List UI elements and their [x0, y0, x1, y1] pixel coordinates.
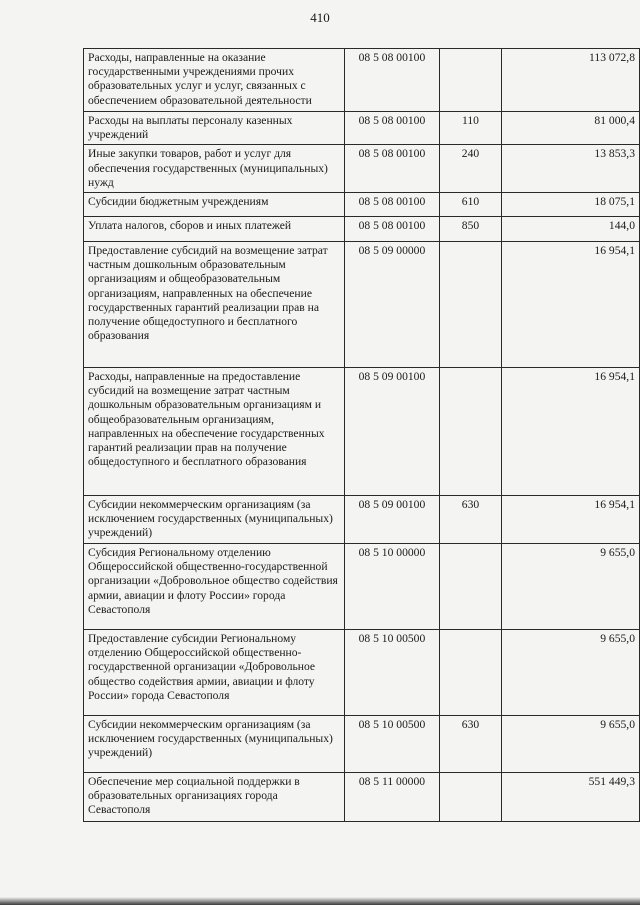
- row-amount: 16 954,1: [502, 368, 640, 496]
- row-amount: 9 655,0: [502, 716, 640, 773]
- row-name: Субсидии некоммерческим организациям (за исключением государственных (муниципальных) учреждений): [84, 496, 345, 544]
- table-row: [84, 368, 640, 496]
- row-code: 08 5 10 00500: [345, 630, 440, 716]
- row-amount: 16 954,1: [502, 242, 640, 368]
- table-row: [84, 773, 640, 822]
- row-code: 08 5 08 00100: [345, 145, 440, 193]
- row-name: Предоставление субсидий на возмещение затрат частным дошкольным образовательным организациям и общеобразовательным организациям, направленных на обеспечение государственных гарантий реализации прав на получение общедоступного и бесплатного образования: [84, 242, 345, 368]
- row-vr: [439, 630, 501, 716]
- row-vr: 850: [439, 217, 501, 242]
- row-vr: [439, 368, 501, 496]
- budget-table: [83, 48, 640, 822]
- row-name: Предоставление субсидии Региональному отделению Общероссийской общественно-государственной организации «Добровольное общество содействия армии, авиации и флоту России» города Севастополя: [84, 630, 345, 716]
- table-row: [84, 496, 640, 544]
- row-amount: 81 000,4: [502, 112, 640, 145]
- table-row: [84, 716, 640, 773]
- row-code: 08 5 10 00500: [345, 716, 440, 773]
- row-code: 08 5 08 00100: [345, 49, 440, 112]
- row-name: Расходы, направленные на предоставление субсидий на возмещение затрат частным дошкольным образовательным организациям и общеобразовательным организациям, направленных на обеспечение государственных гарантий реализации прав на получение общедоступного и бесплатного образования: [84, 368, 345, 496]
- row-amount: 9 655,0: [502, 544, 640, 630]
- row-vr: 110: [439, 112, 501, 145]
- table-row: [84, 49, 640, 112]
- row-amount: 144,0: [502, 217, 640, 242]
- row-name: Расходы на выплаты персоналу казенных учреждений: [84, 112, 345, 145]
- scan-bottom-edge: [0, 897, 640, 905]
- row-code: 08 5 09 00100: [345, 496, 440, 544]
- row-amount: 13 853,3: [502, 145, 640, 193]
- row-name: Субсидии бюджетным учреждениям: [84, 193, 345, 217]
- row-name: Субсидии некоммерческим организациям (за исключением государственных (муниципальных) учреждений): [84, 716, 345, 773]
- row-vr: 630: [439, 496, 501, 544]
- row-vr: 240: [439, 145, 501, 193]
- row-code: 08 5 10 00000: [345, 544, 440, 630]
- row-code: 08 5 08 00100: [345, 112, 440, 145]
- page-number: 410: [310, 10, 330, 25]
- row-code: 08 5 11 00000: [345, 773, 440, 822]
- row-vr: 630: [439, 716, 501, 773]
- row-name: Иные закупки товаров, работ и услуг для обеспечения государственных (муниципальных) нужд: [84, 145, 345, 193]
- table-row: [84, 630, 640, 716]
- row-name: Расходы, направленные на оказание государственными учреждениями прочих образовательных услуг и услуг, связанных с обеспечением образовательной деятельности: [84, 49, 345, 112]
- table-row: [84, 193, 640, 217]
- row-code: 08 5 08 00100: [345, 193, 440, 217]
- row-amount: 113 072,8: [502, 49, 640, 112]
- row-amount: 9 655,0: [502, 630, 640, 716]
- table-row: [84, 544, 640, 630]
- table-row: [84, 112, 640, 145]
- row-code: 08 5 09 00100: [345, 368, 440, 496]
- row-vr: [439, 544, 501, 630]
- row-vr: [439, 773, 501, 822]
- row-name: Субсидия Региональному отделению Общероссийской общественно-государственной организации «Добровольное общество содействия армии, авиации и флоту России» города Севастополя: [84, 544, 345, 630]
- row-amount: 551 449,3: [502, 773, 640, 822]
- table-row: [84, 217, 640, 242]
- table-row: [84, 242, 640, 368]
- row-vr: 610: [439, 193, 501, 217]
- row-amount: 16 954,1: [502, 496, 640, 544]
- table-row: [84, 145, 640, 193]
- row-name: Обеспечение мер социальной поддержки в образовательных организациях города Севастополя: [84, 773, 345, 822]
- row-vr: [439, 49, 501, 112]
- row-amount: 18 075,1: [502, 193, 640, 217]
- row-code: 08 5 09 00000: [345, 242, 440, 368]
- row-vr: [439, 242, 501, 368]
- row-code: 08 5 08 00100: [345, 217, 440, 242]
- row-name: Уплата налогов, сборов и иных платежей: [84, 217, 345, 242]
